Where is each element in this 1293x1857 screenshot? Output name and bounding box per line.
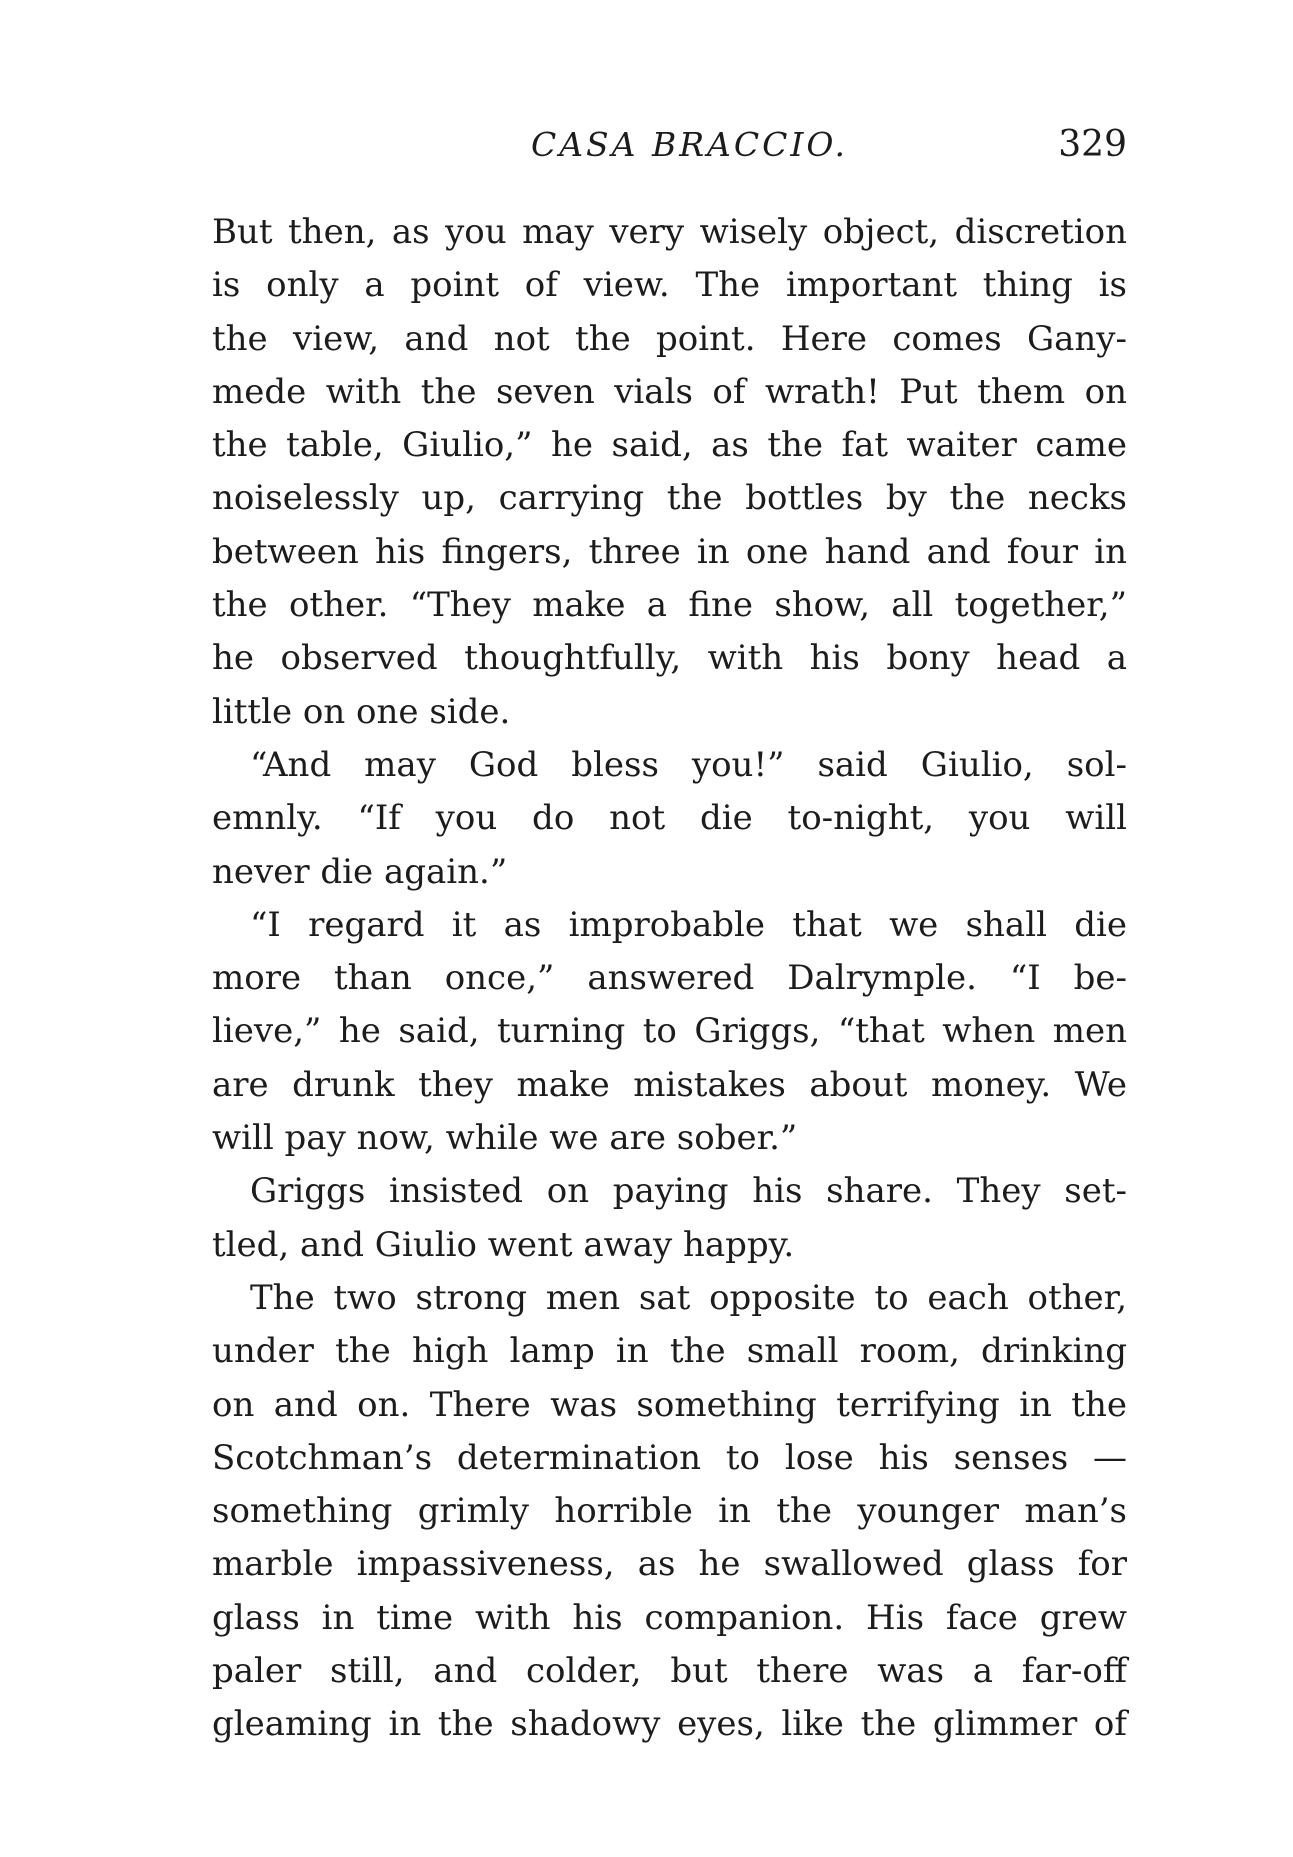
text-line: something grimly horrible in the younger man’s (212, 1491, 1127, 1532)
text-line: emnly. “If you do not die to-night, you will (212, 798, 1127, 839)
text-line: more than once,” answered Dalrymple. “I be- (212, 958, 1127, 999)
text-line: lieve,” he said, turning to Griggs, “that when men (212, 1011, 1127, 1052)
body-text (212, 206, 1127, 1752)
text-line: The two strong men sat opposite to each other, (250, 1277, 1127, 1318)
text-line: he observed thoughtfully, with his bony head a (212, 638, 1127, 679)
page-number: 329 (1058, 124, 1127, 165)
text-line: the view, and not the point. Here comes Gany- (212, 318, 1127, 359)
text-line: “I regard it as improbable that we shall die (250, 904, 1127, 945)
text-line: between his fingers, three in one hand and four in (212, 531, 1127, 572)
text-line: under the high lamp in the small room, drinking (212, 1331, 1127, 1372)
text-line: is only a point of view. The important thing is (212, 265, 1127, 306)
text-line: little on one side. (212, 691, 511, 732)
text-line: the other. “They make a fine show, all together,” (212, 585, 1127, 626)
text-line: will pay now, while we are sober.” (212, 1118, 798, 1159)
text-line: paler still, and colder, but there was a far-off (212, 1651, 1127, 1692)
text-line: marble impassiveness, as he swallowed glass for (212, 1544, 1127, 1585)
text-line: never die again.” (212, 851, 508, 892)
text-line: glass in time with his companion. His face grew (212, 1597, 1127, 1638)
text-line: noiselessly up, carrying the bottles by the necks (212, 478, 1127, 519)
text-line: are drunk they make mistakes about money. We (212, 1064, 1127, 1105)
text-line: Griggs insisted on paying his share. They set- (250, 1171, 1127, 1212)
running-title: CASA BRACCIO. (530, 125, 849, 164)
text-line: “And may God bless you!” said Giulio, sol- (250, 744, 1127, 785)
text-line: Scotchman’s determination to lose his senses — (212, 1437, 1127, 1478)
text-line: tled, and Giulio went away happy. (212, 1224, 795, 1265)
text-line: on and on. There was something terrifying in the (212, 1384, 1127, 1425)
text-line: mede with the seven vials of wrath! Put them on (212, 371, 1127, 412)
text-line: gleaming in the shadowy eyes, like the glimmer of (212, 1704, 1127, 1745)
text-line: But then, as you may very wisely object, discretion (212, 212, 1127, 252)
running-head (212, 120, 1127, 170)
text-line: the table, Giulio,” he said, as the fat waiter came (212, 425, 1127, 466)
